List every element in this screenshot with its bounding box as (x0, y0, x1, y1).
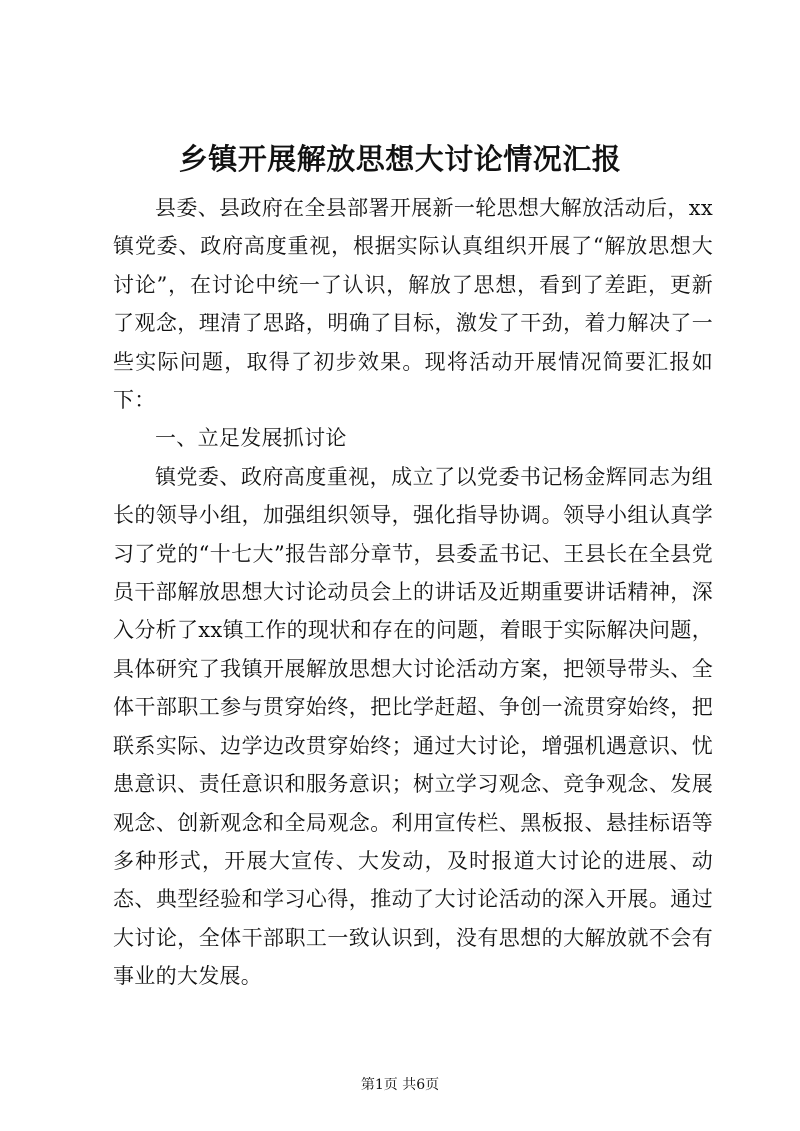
section-paragraph: 镇党委、政府高度重视，成立了以党委书记杨金辉同志为组长的领导小组，加强组织领导，强化指导协调。领导小组认真学习了党的“十七大”报告部分章节，县委孟书记、王县长在全县党员干部解放思想大讨论动员会上的讲话及近期重要讲话精神，深入分析了xx镇工作的现状和存在的问题，着眼于实际解决问题，具体研究了我镇开展解放思想大讨论活动方案，把领导带头、全体干部职工参与贯穿始终，把比学赶超、争创一流贯穿始终，把联系实际、边学边改贯穿始终；通过大讨论，增强机遇意识、忧患意识、责任意识和服务意识；树立学习观念、竞争观念、发展观念、创新观念和全局观念。利用宣传栏、黑板报、悬挂标语等多种形式，开展大宣传、大发动，及时报道大讨论的进展、动态、典型经验和学习心得，推动了大讨论活动的深入开展。通过大讨论，全体干部职工一致认识到，没有思想的大解放就不会有事业的大发展。 (113, 464, 713, 989)
page-footer: 第1页 共6页 (360, 1077, 440, 1093)
document-title: 乡镇开展解放思想大讨论情况汇报 (178, 142, 622, 176)
section-heading: 一、立足发展抓讨论 (155, 426, 347, 451)
intro-paragraph: 县委、县政府在全县部署开展新一轮思想大解放活动后，xx镇党委、政府高度重视，根据实际认真组织开展了“解放思想大讨论”，在讨论中统一了认识，解放了思想，看到了差距，更新了观念，理清了思路，明确了目标，激发了干劲，着力解决了一些实际问题，取得了初步效果。现将活动开展情况简要汇报如下： (113, 196, 713, 413)
document-body (113, 189, 713, 996)
